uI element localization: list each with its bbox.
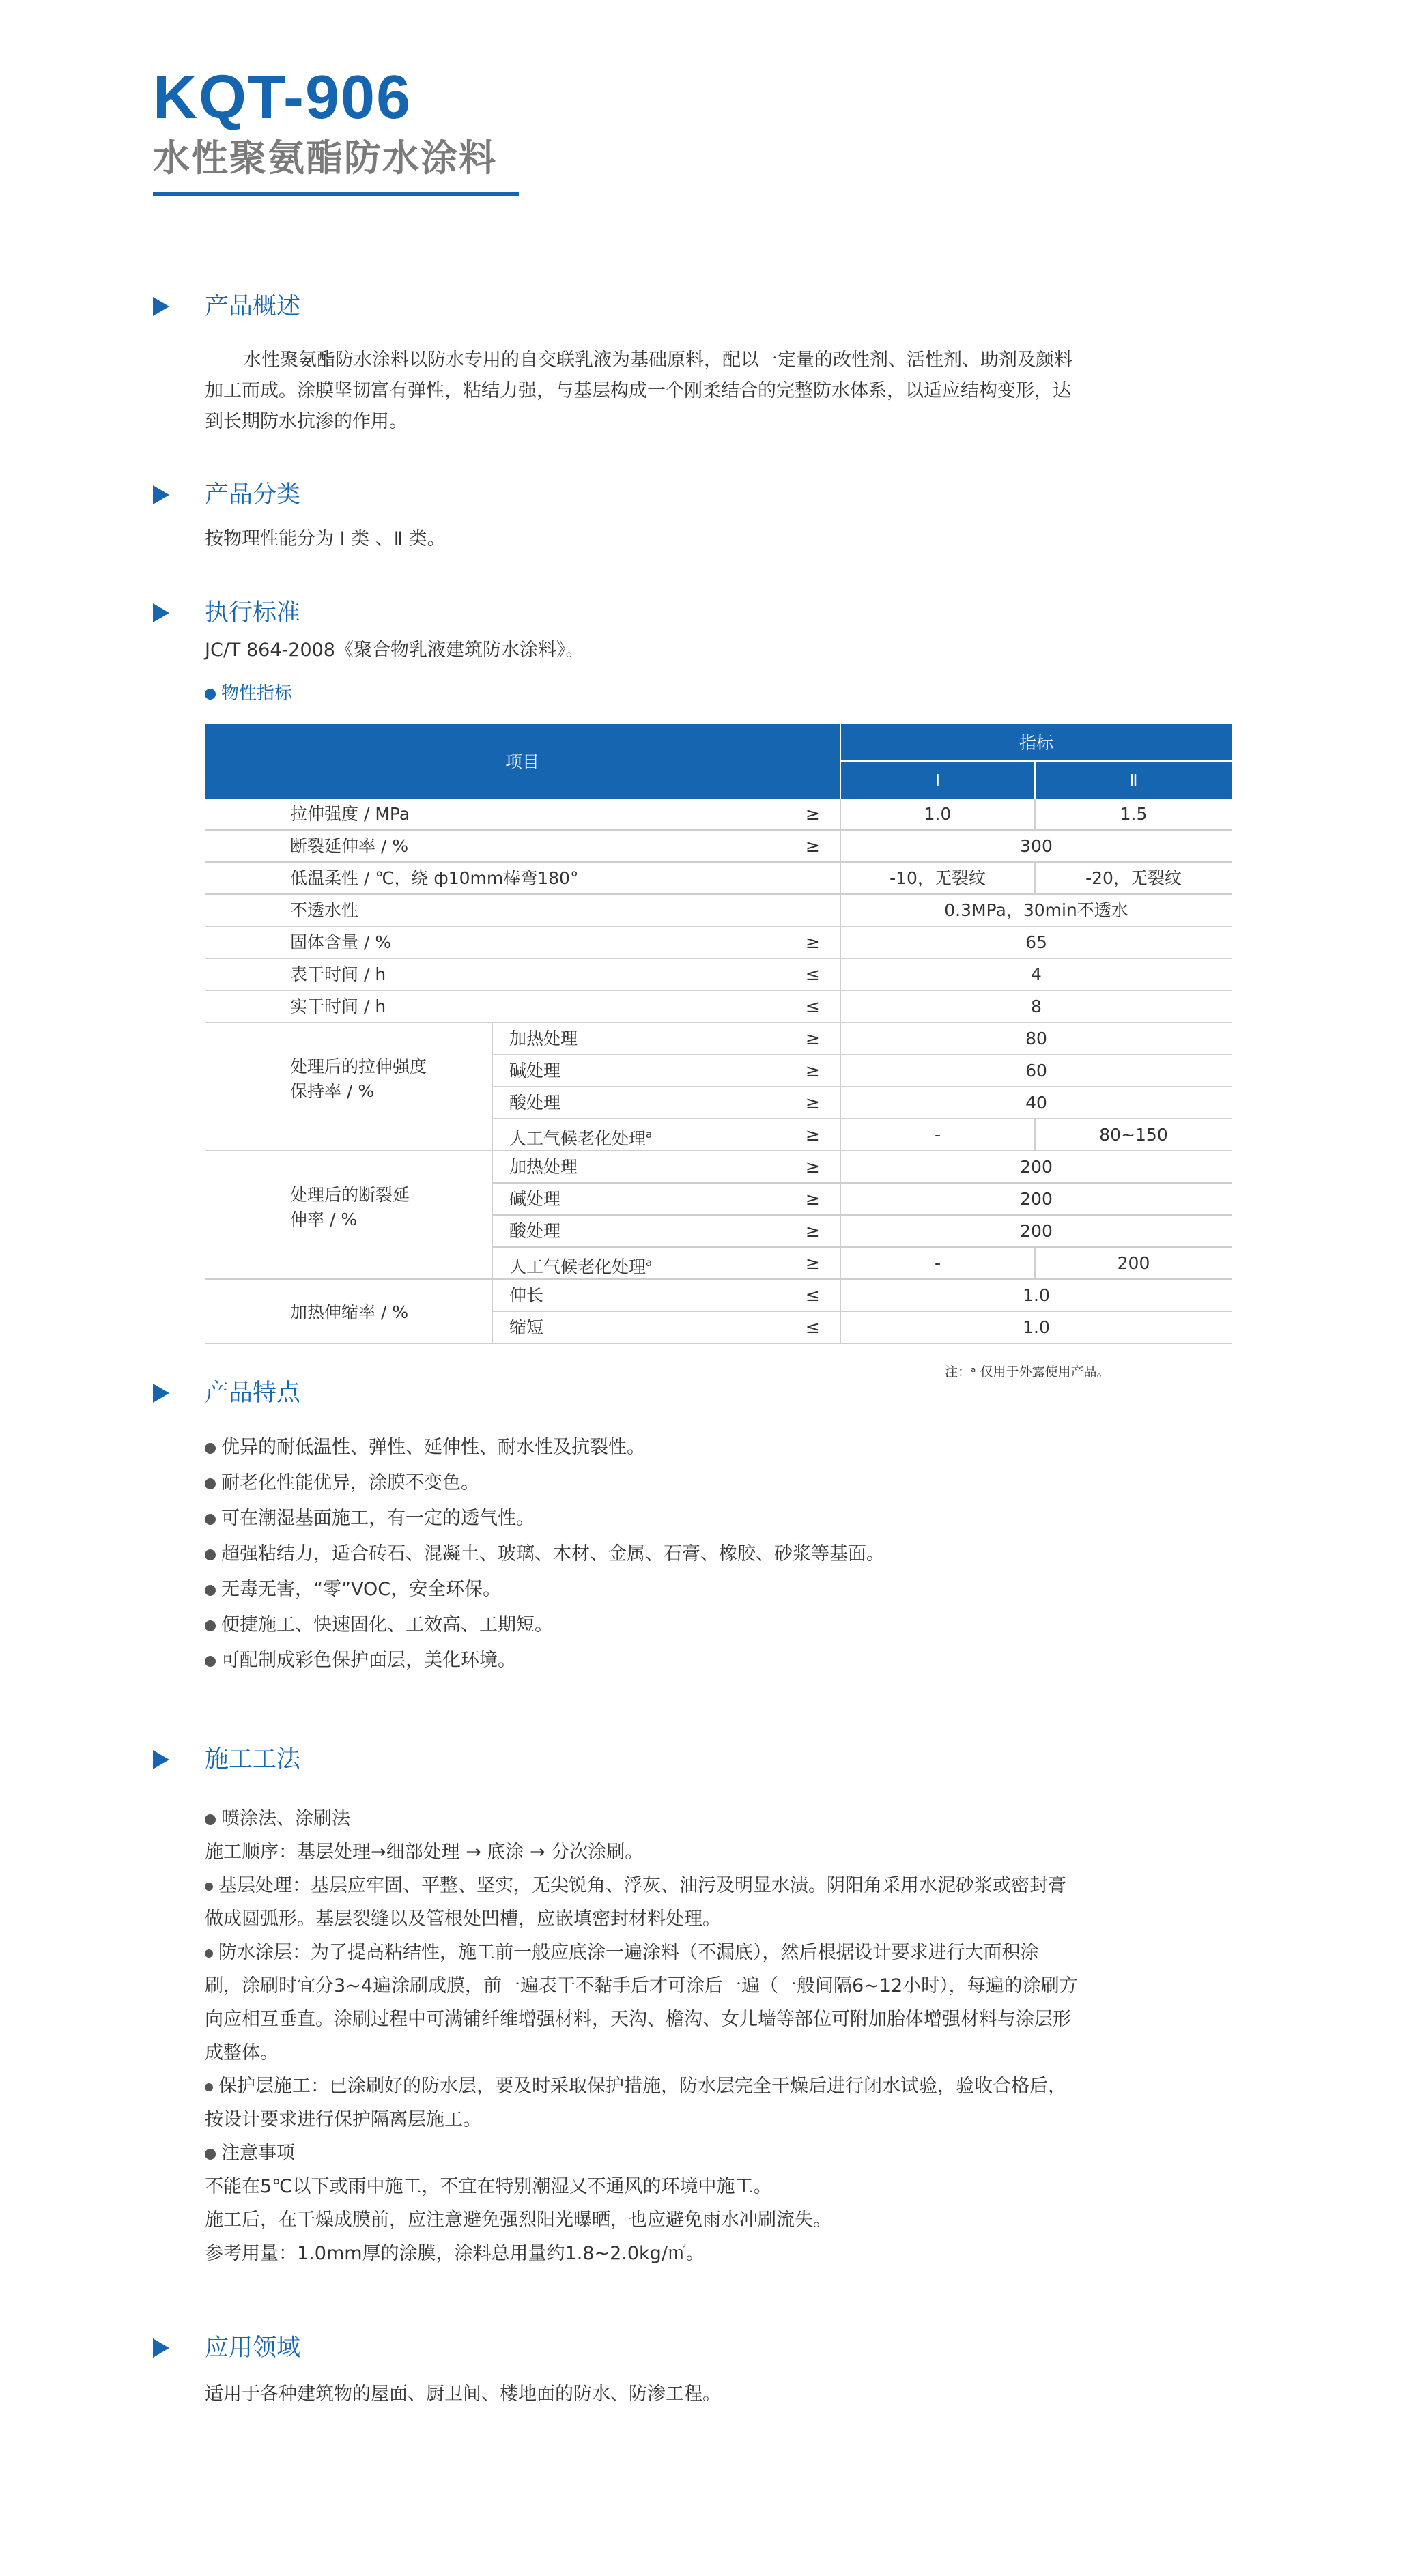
product-name-title: 水性聚氨酯防水涂料 (153, 137, 497, 180)
table-vline (840, 799, 841, 1344)
classification-text: 按物理性能分为 Ⅰ 类 、Ⅱ 类。 (205, 528, 446, 549)
group-label: 处理后的拉伸强度 保持率 / % (290, 1057, 427, 1101)
section-arrow-icon (153, 1384, 169, 1403)
list-item: 优异的耐低温性、弹性、延伸性、耐水性及抗裂性。 (205, 1430, 885, 1465)
table-row: 缩短 ≤ 1.0 (492, 1312, 1232, 1344)
table-vline (1034, 1119, 1036, 1151)
group-label: 加热伸缩率 / % (290, 1302, 409, 1322)
table-row: 碱处理 ≥ 60 (492, 1055, 1232, 1087)
section-title-application: 应用领域 (205, 2334, 301, 2362)
standard-text: JC/T 864-2008《聚合物乳液建筑防水涂料》。 (205, 640, 584, 661)
table-footnote: 注：ᵃ 仅用于外露使用产品。 (945, 1364, 1110, 1379)
product-model-title: KQT-906 (153, 63, 412, 132)
table-row: 酸处理 ≥ 200 (492, 1216, 1232, 1248)
table-row: 拉伸强度 / MPa ≥ 1.0 1.5 (205, 799, 1232, 831)
list-item: 便捷施工、快速固化、工效高、工期短。 (205, 1607, 885, 1643)
table-vline (1034, 799, 1036, 831)
notice-line: 施工后，在干燥成膜前，应注意避免强烈阳光曝晒，也应避免雨水冲刷流失。 (205, 2209, 831, 2231)
title-underline (153, 192, 519, 196)
table-row: 实干时间 / h ≤ 8 (205, 991, 1232, 1023)
section-title-features: 产品特点 (205, 1379, 301, 1407)
method-line: 喷涂法、涂刷法 (205, 1802, 1249, 1835)
construction-body (205, 1802, 1249, 2270)
section-arrow-icon (153, 2338, 169, 2358)
list-item: 可在潮湿基面施工，有一定的透气性。 (205, 1501, 885, 1536)
bullet-icon (205, 1949, 213, 1958)
list-item: 耐老化性能优异，涂膜不变色。 (205, 1465, 885, 1501)
group-label: 处理后的断裂延 伸率 / % (290, 1185, 410, 1229)
section-title-classification: 产品分类 (205, 481, 301, 509)
overview-line: 水性聚氨酯防水涂料以防水专用的自交联乳液为基础原料，配以一定量的改性剂、活性剂、助剂及颜料 (243, 349, 1072, 371)
overview-line: 加工而成。涂膜坚韧富有弹性，粘结力强，与基层构成一个刚柔结合的完整防水体系，以适应结构变形，达 (205, 380, 1071, 401)
bullet-icon (205, 1478, 216, 1489)
section-arrow-icon (153, 485, 169, 504)
table-row: 不透水性 0.3MPa，30min不透水 (205, 895, 1232, 927)
overview-line: 到长期防水抗渗的作用。 (205, 411, 408, 432)
table-vline (1034, 863, 1036, 895)
table-row: 低温柔性 / ℃，绕 ф10mm棒弯180° -10，无裂纹 -20，无裂纹 (205, 863, 1232, 895)
table-row: 表干时间 / h ≤ 4 (205, 959, 1232, 991)
section-title-overview: 产品概述 (205, 293, 301, 320)
table-row: 加热处理 ≥ 80 (492, 1023, 1232, 1055)
bullet-icon (205, 1585, 216, 1596)
features-list (205, 1430, 885, 1678)
section-arrow-icon (153, 603, 169, 622)
bullet-icon (205, 689, 216, 700)
bullet-icon (205, 1814, 216, 1825)
overview-paragraph (205, 345, 1242, 437)
coat-paragraph: 防水涂层：为了提高粘结性，施工前一般应底涂一遍涂料（不漏底），然后根据设计要求进行大面积涂 刷，涂刷时宜分3~4遍涂刷成膜，前一遍表干不黏手后才可涂后一遍（一般间隔6~12小时），每遍的涂刷方 向应相互垂直。涂刷过程中可满铺纤维增强材料，天沟、檐沟、女儿墙等部位可附加胎体增强材料与涂层形 成整体。 (205, 1942, 1078, 2063)
order-line: 施工顺序：基层处理→细部处理 → 底涂 → 分次涂刷。 (205, 1842, 644, 1863)
section-arrow-icon (153, 1750, 169, 1769)
table-row: 伸长 ≤ 1.0 (492, 1280, 1232, 1312)
table-divider (205, 1278, 492, 1280)
table-row: 人工气候老化处理$^a$ ≥ - 80~150 (492, 1119, 1232, 1151)
bullet-icon (205, 1549, 216, 1560)
section-title-standard: 执行标准 (205, 599, 301, 627)
table-vline (492, 1023, 493, 1344)
table-row: 加热处理 ≥ 200 (492, 1151, 1232, 1184)
list-item: 无毒无害，“零”VOC，安全环保。 (205, 1572, 885, 1607)
table-row: 人工气候老化处理$^a$ ≥ - 200 (492, 1248, 1232, 1280)
bullet-icon (205, 1656, 216, 1667)
bullet-icon (205, 2083, 213, 2091)
section-title-construction: 施工工法 (205, 1746, 301, 1773)
bullet-icon (205, 1443, 216, 1454)
table-divider (205, 1343, 492, 1344)
physical-index-heading: 物性指标 (205, 679, 292, 704)
list-item: 超强粘结力，适合砖石、混凝土、玻璃、木材、金属、石膏、橡胶、砂浆等基面。 (205, 1536, 885, 1572)
table-row: 断裂延伸率 / % ≥ 300 (205, 831, 1232, 863)
table-vline (1034, 1248, 1036, 1280)
table-header (205, 724, 1232, 799)
section-arrow-icon (153, 297, 169, 316)
application-text: 适用于各种建筑物的屋面、厨卫间、楼地面的防水、防渗工程。 (205, 2384, 721, 2405)
bullet-icon (205, 1514, 216, 1525)
base-paragraph: 基层处理：基层应牢固、平整、坚实，无尖锐角、浮灰、油污及明显水渍。阴阳角采用水泥砂浆或密封膏 做成圆弧形。基层裂缝以及管根处凹槽，应嵌填密封材料处理。 (205, 1875, 1066, 1930)
table-divider (205, 1150, 492, 1151)
header-index: 指标 (1019, 733, 1053, 753)
list-item: 可配制成彩色保护面层，美化环境。 (205, 1643, 885, 1678)
protect-paragraph: 保护层施工：已涂刷好的防水层，要及时采取保护措施，防水层完全干燥后进行闭水试验，验收合格后， 按设计要求进行保护隔离层施工。 (205, 2076, 1066, 2130)
table-row: 酸处理 ≥ 40 (492, 1087, 1232, 1119)
header-class-2: Ⅱ (1129, 770, 1138, 790)
notice-line: 参考用量：1.0mm厚的涂膜，涂料总用量约1.8~2.0kg/㎡。 (205, 2243, 705, 2264)
notice-line: 不能在5℃以下或雨中施工，不宜在特别潮湿又不通风的环境中施工。 (205, 2176, 772, 2197)
bullet-icon (205, 1620, 216, 1631)
header-item: 项目 (504, 752, 539, 772)
header-class-1: Ⅰ (935, 770, 941, 790)
table-row: 碱处理 ≥ 200 (492, 1184, 1232, 1216)
notice-heading: 注意事项 (205, 2136, 1249, 2170)
table-row: 固体含量 / % ≥ 65 (205, 927, 1232, 959)
bullet-icon (205, 2149, 216, 2160)
bullet-icon (205, 1883, 213, 1891)
